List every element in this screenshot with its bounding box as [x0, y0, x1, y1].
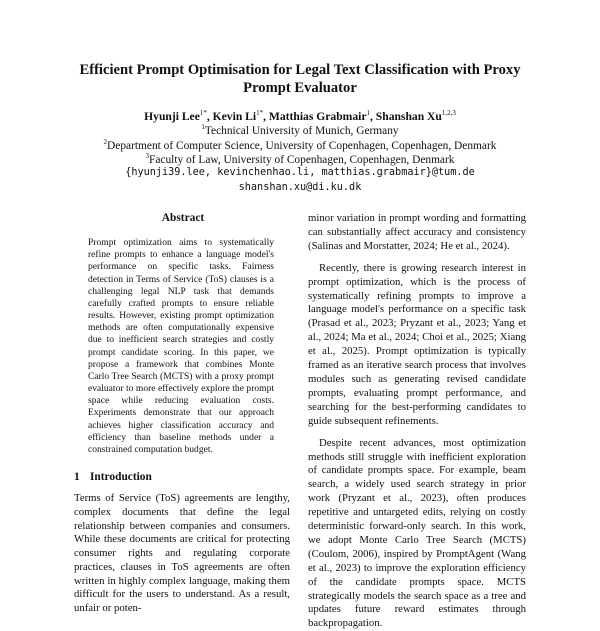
author-mark: 1*	[256, 109, 264, 117]
author-separator: ,	[263, 109, 269, 123]
author-name: Hyunji Lee	[144, 109, 200, 123]
body-paragraph: Recently, there is growing research interest in prompt optimization, which is the process of systematically refining prompts to improve a language model's performance on a specific task (Prasad et al., 2023; Pryzant et al., 2023; Yang et al., 2024; Ma et al., 2024; Choi et al., 2025; Xiang et al., 2025). Prompt optimization is typically framed as an iterative search process that involves modules such as generating revised candidate prompts, evaluating prompt performance, and searching for the best-performing candidates to guide subsequent refinements.	[308, 261, 526, 427]
author-name: Shanshan Xu	[375, 109, 442, 123]
body-paragraph: Despite recent advances, most optimization methods still struggle with inefficient exploration of candidate prompts space. For example, beam search, a widely used search strategy in prior work (Pryzant et al., 2023), often produces repetitive and untargeted edits, relying on costly deterministic forward-only search. In this work, we adopt Monte Carlo Tree Search (MCTS) (Coulom, 2006), inspired by PromptAgent (Wang et al., 2023) to improve the exploration efficiency of the candidate prompts space. MCTS strategically models the search space as a tree and updates future reward estimates through backpropagation.	[308, 436, 526, 630]
right-column	[308, 212, 526, 631]
author-mark: 1,2,3	[441, 109, 456, 117]
title-line-2: Prompt Evaluator	[243, 79, 357, 96]
author-name: Matthias Grabmair	[268, 109, 367, 123]
abstract-text: Prompt optimization aims to systematically refine prompts to enhance a language model's performance on specific tasks. Fairness detection in Terms of Service (ToS) clauses is a challenging legal NLP task that demands carefully crafted prompts to ensure reliable results. However, existing prompt optimization methods are often computationally expensive due to inefficient search strategies and costly prompt candidate scoring. In this paper, we propose a framework that combines Monte Carlo Tree Search (MCTS) with a proxy prompt evaluator to more effectively explore the prompt space while reducing evaluation costs. Experiments demonstrate that our approach achieves higher classification accuracy and efficiency than baseline methods under a constrained computation budget.	[88, 237, 274, 455]
affiliation-text: Faculty of Law, University of Copenhagen, Copenhagen, Denmark	[149, 153, 455, 166]
abstract-heading: Abstract	[161, 212, 205, 224]
intro-paragraph: Terms of Service (ToS) agreements are lengthy, complex documents that define the legal relationship between companies and consumers. While these documents are critical for protecting consumer rights and regulating corporate practices, clauses in ToS agreements are often written in highly complex language, making them difficult for the users to understand. As a result, unfair or poten-	[74, 492, 290, 614]
affiliation-text: Department of Computer Science, University of Copenhagen, Copenhagen, Denmark	[107, 139, 497, 152]
section-title: Introduction	[90, 471, 152, 483]
title-line-1: Efficient Prompt Optimisation for Legal Text Classification with Proxy	[79, 62, 521, 78]
affiliation-mark: 2	[103, 138, 108, 146]
section-heading-introduction	[74, 471, 152, 483]
email-line-1: {hyunji39.lee, kevinchenhao.li, matthias.grabmair}@tum.de	[125, 167, 475, 178]
paper-title	[60, 62, 540, 97]
body-paragraph: minor variation in prompt wording and formatting can substantially affect accuracy and consistency (Salinas and Morstatter, 2024; He et al., 2024).	[308, 212, 526, 252]
affiliation-3	[40, 150, 560, 167]
affiliation-mark: 3	[145, 152, 150, 160]
author-separator: ,	[370, 109, 376, 123]
affiliation-mark: 1	[201, 123, 205, 131]
author-name: Kevin Li	[212, 109, 257, 123]
author-mark: 1	[366, 109, 370, 117]
section-number: 1	[74, 471, 80, 483]
author-mark: 1*	[199, 109, 207, 117]
author-separator: ,	[206, 109, 213, 123]
affiliation-text: Technical University of Munich, Germany	[204, 124, 399, 137]
email-line-2: shanshan.xu@di.ku.dk	[238, 182, 362, 193]
